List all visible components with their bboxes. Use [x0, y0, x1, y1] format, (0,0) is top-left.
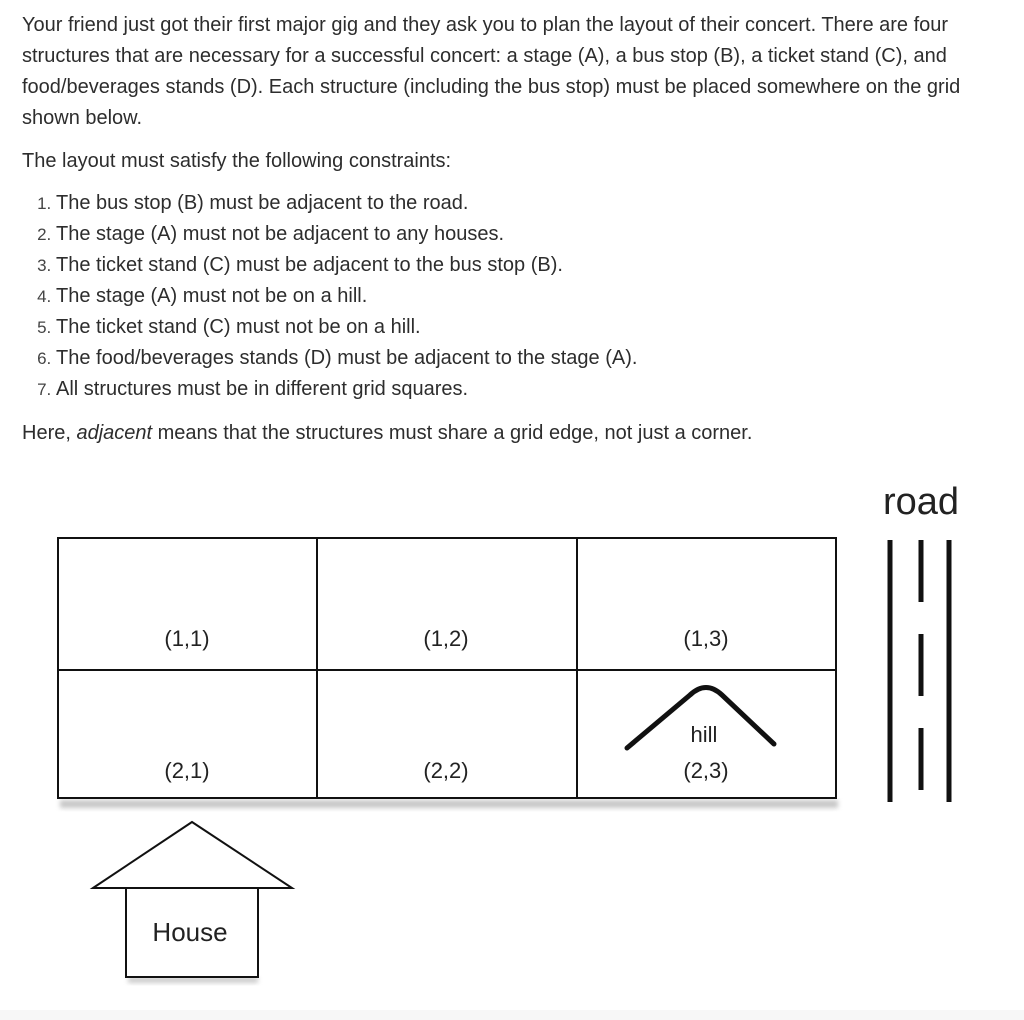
adjacency-note: [22, 418, 1007, 449]
constraints-list: [22, 188, 1007, 405]
constraint-item: 5. The ticket stand (C) must not be on a hill.: [56, 312, 1007, 343]
house-icon: [93, 822, 292, 977]
hill-label: hill: [690, 722, 718, 747]
constraint-item: 3. The ticket stand (C) must be adjacent to the bus stop (B).: [56, 250, 1007, 281]
cell-label-2-3: (2,3): [683, 758, 729, 783]
bottom-band: [0, 1010, 1024, 1020]
note-prefix: Here,: [22, 422, 77, 444]
cell-label-1-1: (1,1): [164, 626, 210, 651]
concert-grid-diagram: [0, 470, 1024, 1020]
cell-label-2-1: (2,1): [164, 758, 210, 783]
road-icon: [890, 540, 949, 802]
note-term: adjacent: [76, 422, 153, 444]
note-suffix: means that the structures must share a grid edge, not just a corner.: [152, 422, 753, 444]
cell-label-2-2: (2,2): [423, 758, 469, 783]
constraint-item: 6. The food/beverages stands (D) must be adjacent to the stage (A).: [56, 343, 1007, 374]
constraint-item: 2. The stage (A) must not be adjacent to any houses.: [56, 219, 1007, 250]
cell-label-1-2: (1,2): [423, 626, 469, 651]
grid-shadow: [60, 800, 838, 808]
diagram-svg: [0, 470, 1024, 1020]
road-label: road: [882, 481, 960, 523]
intro-paragraph: Your friend just got their first major gig and they ask you to plan the layout of their concert. There are four structures that are necessary for a successful concert: a stage (A), a bus stop (B), a ticket stand (C), and food/beverages stands (D). Each structure (including the bus stop) must be placed somewhere on the grid shown below.: [22, 14, 961, 129]
problem-text: [22, 10, 1007, 449]
constraint-item: 1. The bus stop (B) must be adjacent to the road.: [56, 188, 1007, 219]
constraints-lead: The layout must satisfy the following constraints:: [22, 150, 452, 172]
cell-label-1-3: (1,3): [683, 626, 729, 651]
house-label: House: [152, 917, 228, 947]
constraint-item: 4. The stage (A) must not be on a hill.: [56, 281, 1007, 312]
constraint-item: 7. All structures must be in different grid squares.: [56, 374, 1007, 405]
